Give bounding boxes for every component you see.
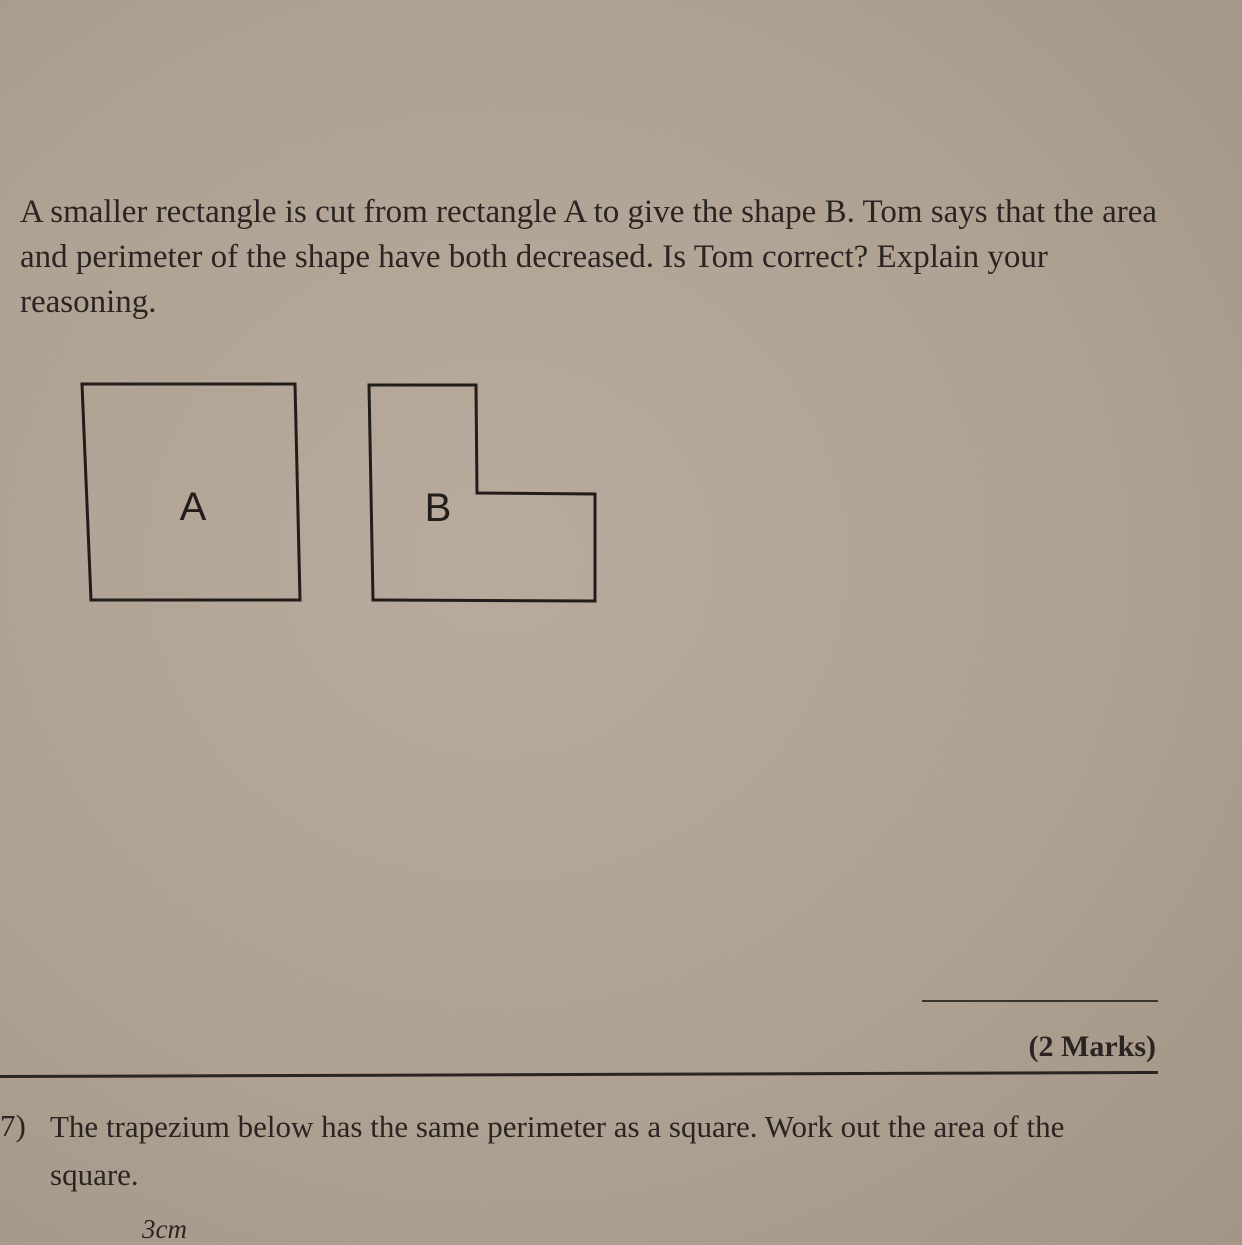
- next-question-number: 7): [0, 1108, 26, 1143]
- answer-line: [922, 1000, 1158, 1002]
- next-question-text: The trapezium below has the same perimeter as a square. Work out the area of the square.: [50, 1109, 1065, 1192]
- trapezium-side-label: 3cm: [142, 1214, 187, 1244]
- shape-b-label: B: [424, 486, 452, 530]
- marks-label: (2 Marks): [1028, 1030, 1156, 1063]
- question-text: A smaller rectangle is cut from rectangle A to give the shape B. Tom says that the area and perimeter of the shape have both decreased. Is Tom correct? Explain your reasoning.: [20, 194, 1158, 320]
- shape-a-label: A: [179, 485, 207, 529]
- shape-b: [369, 385, 595, 601]
